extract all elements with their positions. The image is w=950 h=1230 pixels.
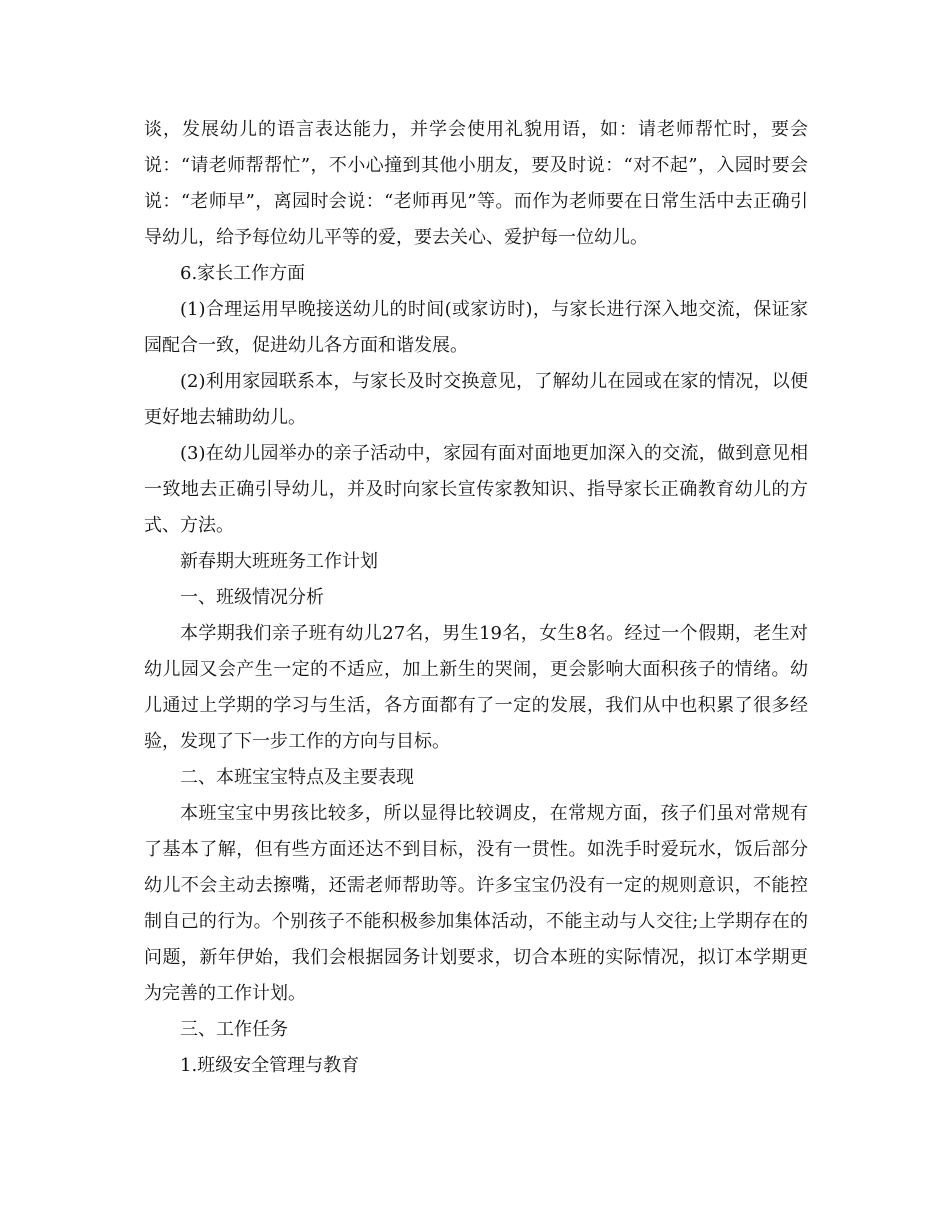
section-heading-tasks: 三、工作任务 (180, 1019, 288, 1040)
section-heading-characteristics: 二、本班宝宝特点及主要表现 (180, 767, 414, 788)
paragraph-class-analysis: 本学期我们亲子班有幼儿27名，男生19名，女生8名。经过一个假期，老生对幼儿园又会产生一定的不适应，加上新生的哭闹，更会影响大面积孩子的情绪。幼儿通过上学期的学习与生活，各方面都有了一定的发展，我们从中也积累了很多经验，发现了下一步工作的方向与目标。 (144, 623, 808, 752)
document-body (144, 112, 808, 1084)
section-heading-class-analysis: 一、班级情况分析 (180, 587, 324, 608)
section-heading-parent-work: 6.家长工作方面 (180, 263, 306, 284)
paragraph-item-1: (1)合理运用早晚接送幼儿的时间(或家访时)，与家长进行深入地交流，保证家园配合一致，促进幼儿各方面和谐发展。 (144, 299, 808, 356)
paragraph-item-2: (2)利用家园联系本，与家长及时交换意见，了解幼儿在园或在家的情况，以便更好地去辅助幼儿。 (144, 371, 808, 428)
paragraph-continuation: 谈，发展幼儿的语言表达能力，并学会使用礼貌用语，如：请老师帮忙时，要会说：“请老师帮帮忙”，不小心撞到其他小朋友，要及时说：“对不起”，入园时要会说：“老师早”，离园时会说：“老师再见”等。而作为老师要在日常生活中去正确引导幼儿，给予每位幼儿平等的爱，要去关心、爱护每一位幼儿。 (144, 119, 808, 248)
document-title: 新春期大班班务工作计划 (180, 551, 378, 572)
paragraph-item-3: (3)在幼儿园举办的亲子活动中，家园有面对面地更加深入的交流，做到意见相一致地去正确引导幼儿，并及时向家长宣传家教知识、指导家长正确教育幼儿的方式、方法。 (144, 443, 808, 536)
paragraph-characteristics: 本班宝宝中男孩比较多，所以显得比较调皮，在常规方面，孩子们虽对常规有了基本了解，但有些方面还达不到目标，没有一贯性。如洗手时爱玩水，饭后部分幼儿不会主动去擦嘴，还需老师帮助等。许多宝宝仍没有一定的规则意识，不能控制自己的行为。个别孩子不能积极参加集体活动，不能主动与人交往;上学期存在的问题，新年伊始，我们会根据园务计划要求，切合本班的实际情况，拟订本学期更为完善的工作计划。 (144, 803, 808, 1004)
section-heading-safety: 1.班级安全管理与教育 (180, 1055, 360, 1076)
